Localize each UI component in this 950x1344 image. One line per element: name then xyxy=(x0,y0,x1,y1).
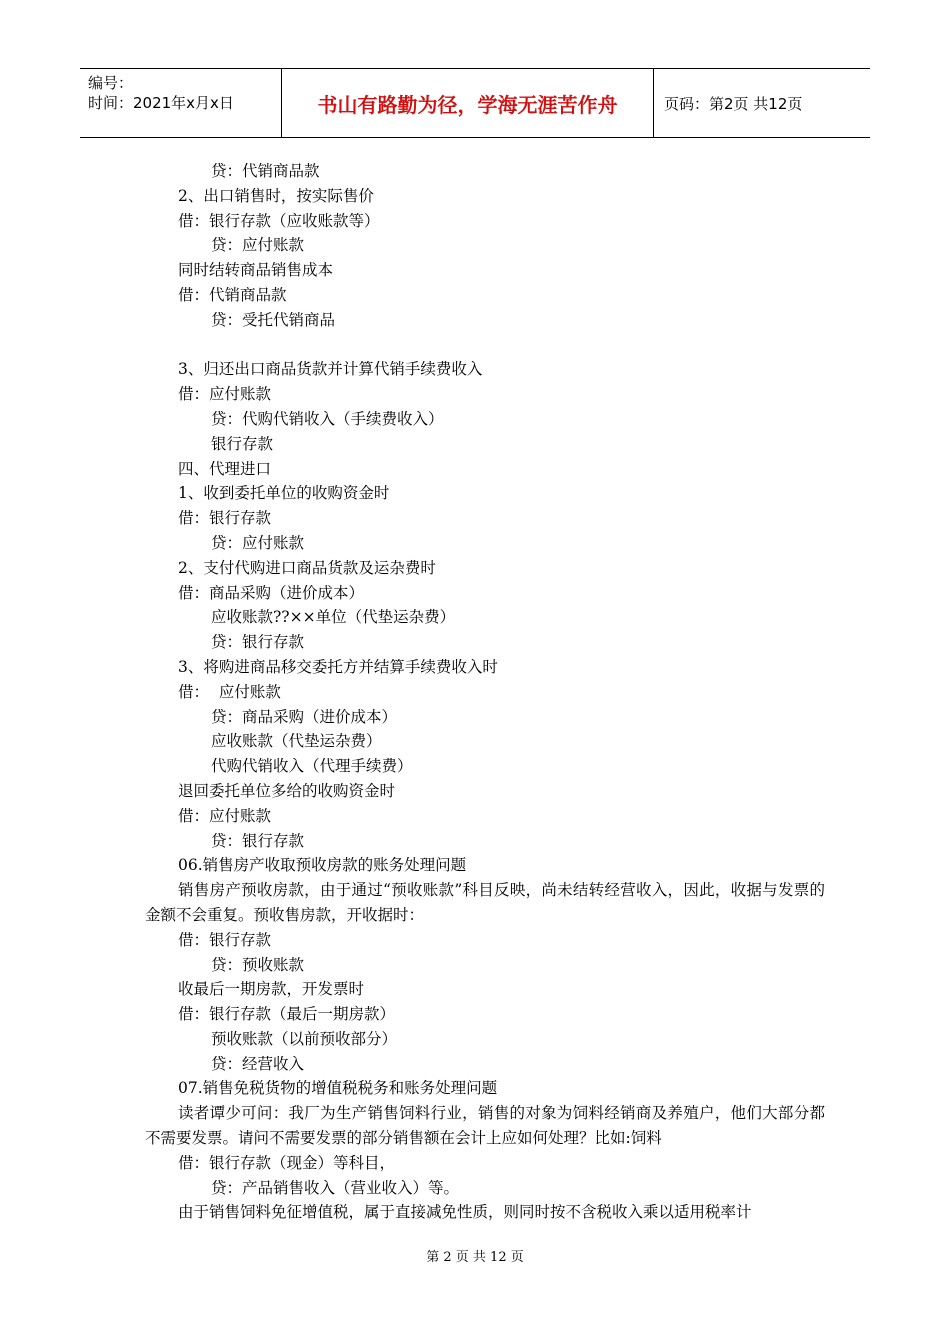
text-line: 代购代销收入（代理手续费） xyxy=(211,757,413,776)
text-line: 借：银行存款 xyxy=(178,509,272,528)
text-line: 贷：经营收入 xyxy=(211,1054,305,1073)
text-line: 借：银行存款（应收账款等） xyxy=(178,211,380,230)
text-line: 应收账款??××单位（代垫运杂费） xyxy=(211,608,456,627)
text-line: 3、归还出口商品货款并计算代销手续费收入 xyxy=(178,360,483,379)
number-label: 编号： xyxy=(88,74,134,92)
text-line: 借：银行存款 xyxy=(178,930,272,949)
page-header xyxy=(80,68,870,138)
document-body xyxy=(145,159,825,1225)
text-line: 应收账款（代垫运杂费） xyxy=(211,732,382,751)
paragraph: 销售房产预收房款，由于通过“预收账款”科目反映，尚未结转经营收入，因此，收据与发票的金额不会重复。预收售房款，开收据时： xyxy=(145,881,825,924)
text-line: 由于销售饲料免征增值税，属于直接减免性质，则同时按不含税收入乘以适用税率计 xyxy=(178,1203,752,1222)
text-line: 2、支付代购进口商品货款及运杂费时 xyxy=(178,558,436,577)
section-heading: 07.销售免税货物的增值税税务和账务处理问题 xyxy=(178,1079,498,1098)
header-meta xyxy=(80,69,282,137)
time-label: 时间：2021年x月x日 xyxy=(88,94,234,112)
text-line: 贷：受托代销商品 xyxy=(211,310,336,329)
text-line: 预收账款（以前预收部分） xyxy=(211,1029,398,1048)
text-line: 贷：代购代销收入（手续费收入） xyxy=(211,409,444,428)
text-line: 借：银行存款（最后一期房款） xyxy=(178,1005,396,1024)
text-line: 借：商品采购（进价成本） xyxy=(178,583,365,602)
text-line: 贷：应付账款 xyxy=(211,236,305,255)
text-line: 贷：银行存款 xyxy=(211,633,305,652)
text-line: 贷：商品采购（进价成本） xyxy=(211,707,398,726)
text-line: 贷：银行存款 xyxy=(211,831,305,850)
section-heading: 四、代理进口 xyxy=(178,459,272,478)
text-line: 收最后一期房款，开发票时 xyxy=(178,980,365,999)
text-line: 同时结转商品销售成本 xyxy=(178,261,334,280)
header-motto: 书山有路勤为径，学海无涯苦作舟 xyxy=(282,69,654,137)
text-line: 贷：应付账款 xyxy=(211,533,305,552)
text-line: 银行存款 xyxy=(211,434,274,453)
text-line: 1、收到委托单位的收购资金时 xyxy=(178,484,390,503)
text-line: 借：银行存款（现金）等科目， xyxy=(178,1153,396,1172)
text-line: 借：应付账款 xyxy=(178,806,272,825)
paragraph: 读者谭少可问：我厂为生产销售饲料行业，销售的对象为饲料经销商及养殖户，他们大部分都不需要发票。请问不需要发票的部分销售额在会计上应如何处理？比如:饲料 xyxy=(145,1104,825,1148)
text-line: 借：代销商品款 xyxy=(178,285,287,304)
text-line: 贷：预收账款 xyxy=(211,955,305,974)
text-line: 3、将购进商品移交委托方并结算手续费收入时 xyxy=(178,657,498,676)
text-line: 退回委托单位多给的收购资金时 xyxy=(178,781,396,800)
header-page-info: 页码：第2页 共12页 xyxy=(664,94,803,113)
text-line: 贷：代销商品款 xyxy=(211,162,320,180)
text-line: 贷：产品销售收入（营业收入）等。 xyxy=(211,1178,460,1197)
text-line: 2、出口销售时，按实际售价 xyxy=(178,186,374,205)
page-footer: 第 2 页 共 12 页 xyxy=(426,1250,524,1265)
text-line: 借：应付账款 xyxy=(178,385,272,404)
section-heading: 06.销售房产收取预收房款的账务处理问题 xyxy=(178,856,467,875)
text-line: 借： 应付账款 xyxy=(178,682,281,701)
blank-line xyxy=(145,333,825,358)
